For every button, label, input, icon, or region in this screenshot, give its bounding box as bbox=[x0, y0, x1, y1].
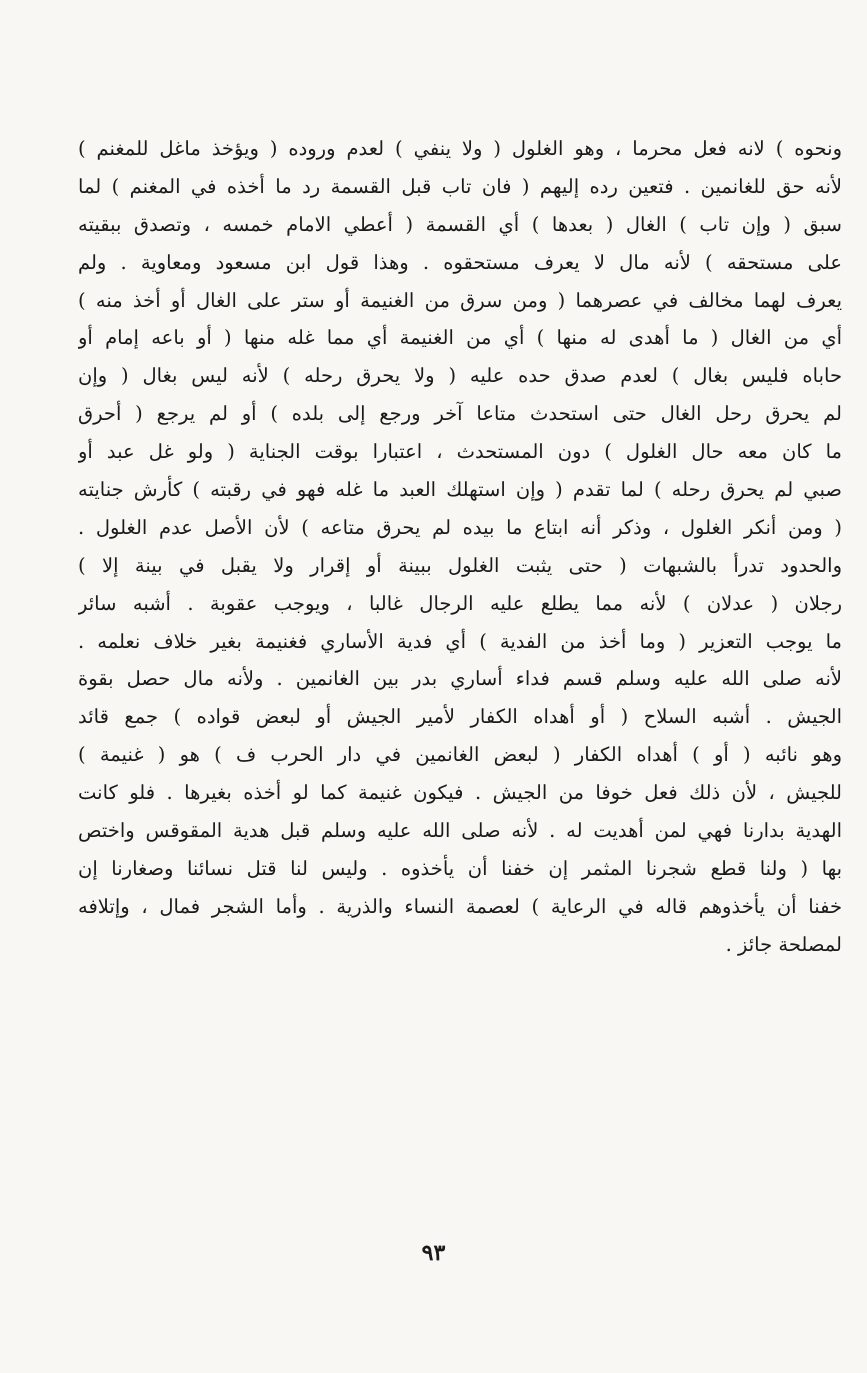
text-line: ( ومن أنكر الغلول ، وذكر أنه ابتاع ما بيده لم يحرق متاعه ) لأن الأصل عدم الغلول . bbox=[78, 515, 842, 539]
text-line: رجلان ( عدلان ) لأنه مما يطلع عليه الرجال غالبا ، ويوجب عقوبة . أشبه سائر bbox=[78, 591, 842, 615]
text-line: لمصلحة جائز . bbox=[725, 932, 842, 956]
text-line: ما كان معه حال الغلول ) دون المستحدث ، اعتبارا بوقت الجناية ( ولو غل عبد أو bbox=[78, 440, 842, 464]
text-line: لأنه صلى الله عليه وسلم قسم فداء أساري بدر بين الغانمين . ولأنه مال حصل بقوة bbox=[78, 667, 842, 691]
text-line: لم يحرق رحل الغال حتى استحدث متاعا آخر ورجع إلى بلده ) أو لم يرجع ( أحرق bbox=[78, 402, 842, 426]
text-line: وهو نائبه ( أو ) أهداه الكفار ( لبعض الغانمين في دار الحرب ف ) هو ( غنيمة ) bbox=[78, 743, 842, 767]
text-line: صبي لم يحرق رحله ) لما تقدم ( وإن استهلك العبد ما غله فهو في رقبته ) كأرش جنايته bbox=[78, 478, 842, 502]
text-line: للجيش ، لأن ذلك فعل خوفا من الجيش . فيكون غنيمة كما لو أخذه بغيرها . فلو كانت bbox=[78, 781, 842, 805]
text-line: على مستحقه ) لأنه مال لا يعرف مستحقوه . وهذا قول ابن مسعود ومعاوية . ولم bbox=[78, 250, 842, 274]
text-line: أي من الغال ( ما أهدى له منها ) أي من الغنيمة أي مما غله منها ( أو باعه إمام أو bbox=[78, 326, 842, 350]
text-line: والحدود تدرأ بالشبهات ( حتى يثبت الغلول ببينة أو إقرار ولا يقبل في بينة إلا ) bbox=[78, 553, 842, 577]
text-line: لأنه حق للغانمين . فتعين رده إليهم ( فان تاب قبل القسمة رد ما أخذه في المغنم ) لما bbox=[78, 174, 842, 198]
page-number: ٩٣ bbox=[421, 1240, 446, 1266]
text-line: خفنا أن يأخذوهم قاله في الرعاية ) لعصمة النساء والذرية . وأما الشجر فمال ، وإتلافه bbox=[78, 894, 842, 918]
text-line: الجيش . أشبه السلاح ( أو أهداه الكفار لأمير الجيش أو لبعض قواده ) جمع قائد bbox=[78, 705, 842, 729]
text-line: ما يوجب التعزير ( وما أخذ من الفدية ) أي فدية الأساري فغنيمة بغير خلاف نعلمه . bbox=[78, 629, 842, 653]
text-line: حاباه فليس بغال ) لعدم صدق حده عليه ( ولا يحرق رحله ) لأنه ليس بغال ( وإن bbox=[78, 364, 842, 388]
text-line: بها ( ولنا قطع شجرنا المثمر إن خفنا أن يأخذوه . وليس لنا قتل نسائنا وصغارنا إن bbox=[78, 856, 842, 880]
text-line: الهدية بدارنا فهي لمن أهديت له . لأنه صلى الله عليه وسلم قبل هدية المقوقس واختص bbox=[78, 819, 842, 843]
text-line: سبق ( وإن تاب ) الغال ( بعدها ) أي القسمة ( أعطي الامام خمسه ، وتصدق ببقيته bbox=[78, 212, 842, 236]
text-line: يعرف لهما مخالف في عصرهما ( ومن سرق من الغنيمة أو ستر على الغال أو أخذ منه ) bbox=[78, 288, 842, 312]
text-line: ونحوه ) لانه فعل محرما ، وهو الغلول ( ولا ينفي ) لعدم وروده ( ويؤخذ ماغل للمغنم ) bbox=[78, 137, 842, 160]
body-text bbox=[78, 130, 842, 964]
